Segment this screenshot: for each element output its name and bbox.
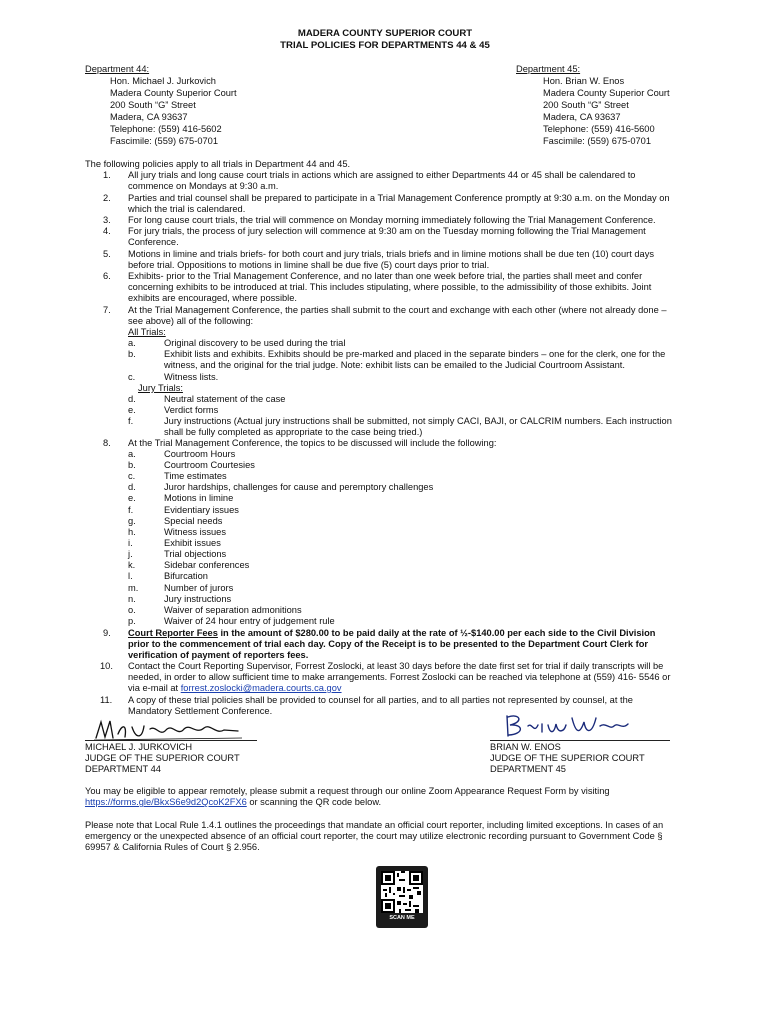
- jury-trials-label: Jury Trials:: [138, 383, 183, 393]
- judge-title: JUDGE OF THE SUPERIOR COURT: [85, 753, 240, 763]
- topic-text: Motions in limine: [164, 493, 234, 503]
- sub-text: Neutral statement of the case: [164, 394, 286, 404]
- item-text: Conference.: [128, 237, 179, 247]
- item-number: 7.: [103, 305, 111, 315]
- dept44-line: Madera County Superior Court: [110, 88, 237, 98]
- topic-letter: c.: [128, 471, 136, 481]
- dept45-line: 200 South “G” Street: [543, 100, 629, 110]
- topic-letter: e.: [128, 493, 136, 503]
- item-text: All jury trials and long cause court trials in actions which are assigned to either Departments 44 or 45 shall be calendared to: [128, 170, 636, 180]
- signature-line: [85, 740, 257, 741]
- sub-letter: c.: [128, 372, 136, 382]
- dept45-line: Fascimile: (559) 675-0701: [543, 136, 651, 146]
- judge-name: BRIAN W. ENOS: [490, 742, 561, 752]
- item-text: Exhibits- prior to the Trial Management Conference, and no later than one week before trial, the parties shall meet and confer: [128, 271, 643, 281]
- topic-letter: b.: [128, 460, 136, 470]
- sub-text: Witness lists.: [164, 372, 219, 382]
- signature-enos: [502, 712, 632, 742]
- sub-letter: d.: [128, 394, 136, 404]
- judge-department: DEPARTMENT 44: [85, 764, 161, 774]
- topic-text: Sidebar conferences: [164, 560, 250, 570]
- item-text: For long cause court trials, the trial will commence on Monday morning immediately following the Trial Management Conference.: [128, 215, 656, 225]
- fees-text: verification of payment of reporters fees.: [128, 650, 309, 660]
- signature-line: [490, 740, 670, 741]
- court-title: MADERA COUNTY SUPERIOR COURT: [297, 28, 473, 39]
- item-text: At the Trial Management Conference, the parties shall submit to the court and exchange with each other (where not already done –: [128, 305, 667, 315]
- topic-letter: f.: [128, 505, 134, 515]
- sub-letter: a.: [128, 338, 136, 348]
- qr-pattern: [381, 871, 423, 913]
- item-text-email: [128, 683, 342, 694]
- qr-code[interactable]: [376, 866, 428, 928]
- dept44-line: Telephone: (559) 416-5602: [110, 124, 222, 134]
- fees-text: prior to the commencement of trial each day. Copy of the Receipt is to be presented to the Department Court Clerk for: [128, 639, 649, 649]
- topic-letter: i.: [128, 538, 133, 548]
- rule-text: Please note that Local Rule 1.4.1 outlines the proceedings that mandate an official court reporter, including limited exceptions. In cases of an: [85, 820, 664, 830]
- judge-name: MICHAEL J. JURKOVICH: [85, 742, 193, 752]
- item-number: 10.: [100, 661, 113, 671]
- topic-letter: k.: [128, 560, 136, 570]
- email-link[interactable]: forrest.zoslocki@madera.courts.ca.gov: [180, 683, 342, 693]
- topic-letter: d.: [128, 482, 136, 492]
- judge-department: DEPARTMENT 45: [490, 764, 566, 774]
- item-text: exhibits are encouraged, where possible.: [128, 293, 297, 303]
- intro-text: The following policies apply to all trials in Department 44 and 45.: [85, 159, 351, 169]
- topic-letter: g.: [128, 516, 136, 526]
- topic-text: Juror hardships, challenges for cause and peremptory challenges: [164, 482, 434, 492]
- topic-text: Waiver of separation admonitions: [164, 605, 302, 615]
- dept44-line: Madera, CA 93637: [110, 112, 188, 122]
- court-reporter-fees-heading: Court Reporter Fees: [128, 628, 218, 638]
- item-text: Contact the Court Reporting Supervisor, Forrest Zoslocki, at least 30 days before the date first set for trial if daily transcripts will be: [128, 661, 664, 671]
- item-text: For jury trials, the process of jury selection will commence at 9:30 am on the Tuesday morning following the Trial Management: [128, 226, 646, 236]
- topic-letter: h.: [128, 527, 136, 537]
- dept44-title: Department 44:: [85, 64, 150, 74]
- sub-text: shall be fully completed as appropriate to the case being tried.): [164, 427, 423, 437]
- item-text: commence on Mondays at 9:30 a.m.: [128, 181, 279, 191]
- qr-code-icon: [381, 871, 423, 913]
- dept45-line: Hon. Brian W. Enos: [543, 76, 625, 86]
- dept44-line: 200 South “G” Street: [110, 100, 196, 110]
- rule-text: emergency or the unexpected absence of an official court reporter, the court may utilize electronic recording pursuant to Government Code §: [85, 831, 663, 841]
- sub-text: Jury instructions (Actual jury instructions shall be submitted, not simply CACI, BAJI, or CALCRIM numbers. Each instruction: [164, 416, 672, 426]
- fees-text: in the amount of $280.00 to be paid daily at the rate of ½-$140.00 per each side to the Civil Division: [217, 628, 656, 638]
- sub-letter: b.: [128, 349, 136, 359]
- topic-text: Courtroom Courtesies: [164, 460, 255, 470]
- topic-text: Number of jurors: [164, 583, 234, 593]
- dept44-line: Hon. Michael J. Jurkovich: [110, 76, 216, 86]
- item-text: concerning exhibits to be introduced at trial. This includes stipulating, where possible, to the admissibility of those exhibits. Joint: [128, 282, 652, 292]
- document-title: TRIAL POLICIES FOR DEPARTMENTS 44 & 45: [280, 40, 490, 51]
- topic-text: Exhibit issues: [164, 538, 221, 548]
- item-text: Mandatory Settlement Conference.: [128, 706, 273, 716]
- remote-text: or scanning the QR code below.: [246, 797, 382, 807]
- topic-text: Time estimates: [164, 471, 227, 481]
- all-trials-label: All Trials:: [128, 327, 166, 337]
- topic-text: Jury instructions: [164, 594, 232, 604]
- item-number: 9.: [103, 628, 111, 638]
- sub-text: Verdict forms: [164, 405, 219, 415]
- remote-text-link-line: [85, 797, 381, 808]
- item-text: see above) all of the following:: [128, 316, 254, 326]
- sub-text: Original discovery to be used during the trial: [164, 338, 346, 348]
- topic-text: Courtroom Hours: [164, 449, 236, 459]
- court-reporter-fees-line: [128, 628, 656, 639]
- topic-letter: l.: [128, 571, 133, 581]
- item-text: needed, in order to allow sufficient time to make arrangements. Forrest Zoslocki can be reached via telephone at (559) 416- 5546 or: [128, 672, 671, 682]
- sub-text: Exhibit lists and exhibits. Exhibits should be pre-marked and placed in the separate binders – one for the clerk, one for the: [164, 349, 666, 359]
- email-prefix: via e-mail at: [128, 683, 181, 693]
- item-number: 1.: [103, 170, 111, 180]
- item-text: which the trial is calendared.: [128, 204, 246, 214]
- sub-letter: f.: [128, 416, 134, 426]
- sub-letter: e.: [128, 405, 136, 415]
- judge-title: JUDGE OF THE SUPERIOR COURT: [490, 753, 645, 763]
- topic-text: Special needs: [164, 516, 223, 526]
- item-text: Motions in limine and trials briefs- for both court and jury trials, trials briefs and in limine motions shall be due ten (10) court days: [128, 249, 655, 259]
- item-text: At the Trial Management Conference, the topics to be discussed will include the following:: [128, 438, 497, 448]
- item-number: 11.: [100, 695, 113, 705]
- topic-letter: n.: [128, 594, 136, 604]
- item-text: A copy of these trial policies shall be provided to counsel for all parties, and to all parties not represented by counsel, at the: [128, 695, 633, 705]
- zoom-form-link[interactable]: https://forms.gle/BkxS6e9d2QcoK2FX6: [85, 797, 247, 807]
- rule-text: 69957 & California Rules of Court § 2.956.: [85, 842, 260, 852]
- topic-text: Witness issues: [164, 527, 226, 537]
- dept45-line: Madera County Superior Court: [543, 88, 670, 98]
- dept45-line: Telephone: (559) 416-5600: [543, 124, 655, 134]
- item-text: Parties and trial counsel shall be prepared to participate in a Trial Management Conference promptly at 9:30 a.m. on the Monday on: [128, 193, 670, 203]
- topic-letter: p.: [128, 616, 136, 626]
- topic-text: Bifurcation: [164, 571, 208, 581]
- dept45-line: Madera, CA 93637: [543, 112, 621, 122]
- topic-letter: o.: [128, 605, 136, 615]
- item-number: 6.: [103, 271, 111, 281]
- item-number: 8.: [103, 438, 111, 448]
- scan-me-label: SCAN ME: [389, 915, 415, 921]
- topic-letter: j.: [128, 549, 133, 559]
- remote-text: You may be eligible to appear remotely, please submit a request through our online Zoom Appearance Request Form by visiting: [85, 786, 610, 796]
- item-number: 4.: [103, 226, 111, 236]
- item-number: 5.: [103, 249, 111, 259]
- topic-letter: a.: [128, 449, 136, 459]
- dept44-line: Fascimile: (559) 675-0701: [110, 136, 218, 146]
- item-number: 2.: [103, 193, 111, 203]
- dept45-title: Department 45:: [516, 64, 581, 74]
- item-text: before trial. Oppositions to motions in limine shall be due five (5) court days prior to trial.: [128, 260, 490, 270]
- item-number: 3.: [103, 215, 111, 225]
- topic-letter: m.: [128, 583, 139, 593]
- topic-text: Waiver of 24 hour entry of judgement rule: [164, 616, 335, 626]
- sub-text: witness, and the original for the trial judge. Note: exhibit lists can be emailed to the Judicial Courtroom Assistant.: [164, 360, 625, 370]
- topic-text: Trial objections: [164, 549, 227, 559]
- topic-text: Evidentiary issues: [164, 505, 239, 515]
